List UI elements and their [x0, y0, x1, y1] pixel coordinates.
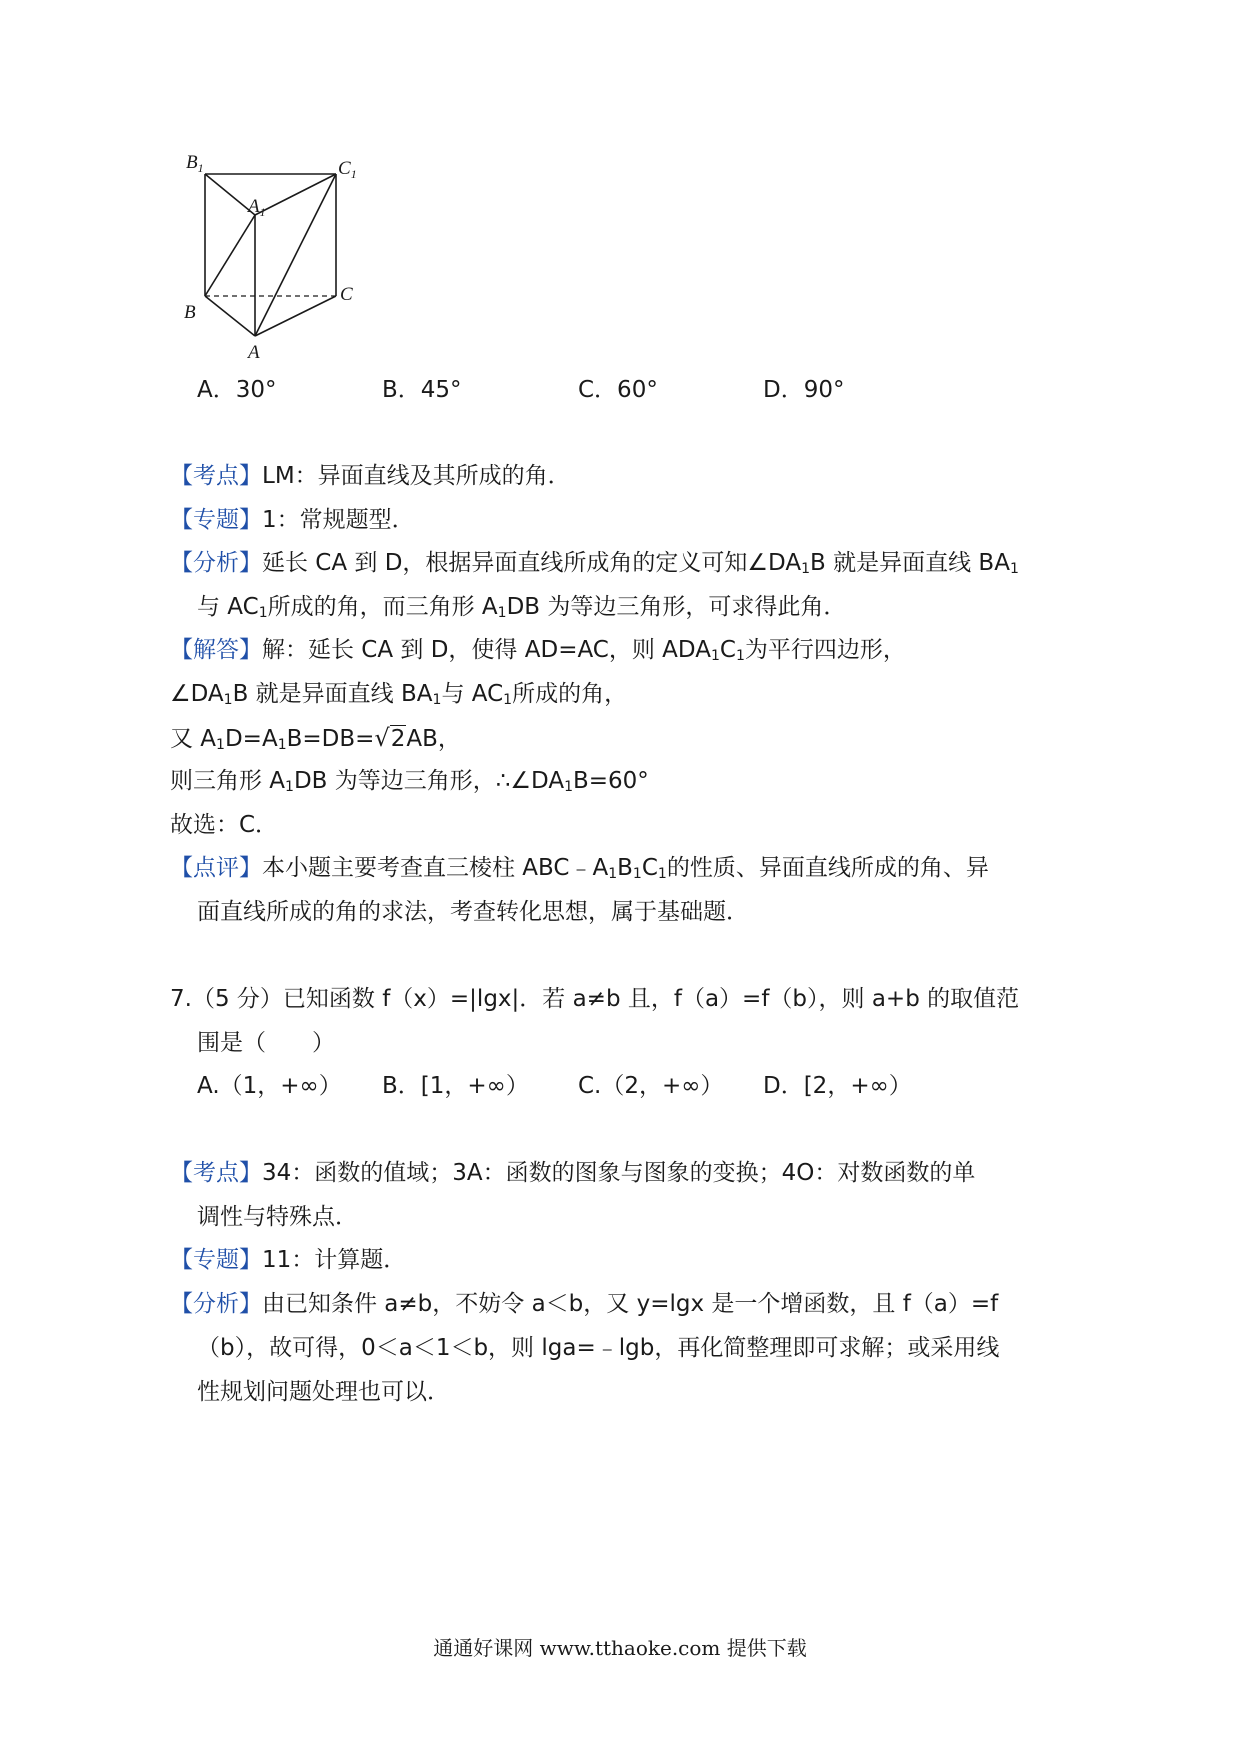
kaodian-tag: 【考点】 — [170, 463, 262, 489]
q7-option-c: C.（2，+∞） — [578, 1073, 724, 1099]
label-c1: $C_1$ — [338, 158, 357, 181]
label-b1: $B_1$ — [186, 152, 204, 175]
q7-zhuanti: 【专题】11：计算题． — [170, 1247, 407, 1273]
dianping-tag: 【点评】 — [170, 855, 262, 881]
q6-option-b: B．45° — [382, 377, 462, 403]
q7-fenxi-line3: 性规划问题处理也可以． — [197, 1379, 450, 1405]
q6-jieda-line2: $\angle DA_1B$ 就是异面直线 $BA_1$与 $AC_1$所成的角， — [170, 681, 628, 708]
q7-kaodian-line2: 调性与特殊点． — [197, 1204, 358, 1230]
label-c: C — [340, 284, 353, 305]
sqrt-symbol: √2 — [374, 724, 406, 752]
q6-jieda-line3: 又 $A_1D=A_1B=DB=√2AB$， — [170, 721, 461, 756]
edge-a1-c1 — [255, 174, 336, 215]
q6-fenxi-line2: 与 $AC_1$所成的角，而三角形 $A_1DB$ 为等边三角形，可求得此角． — [197, 594, 847, 621]
zhuanti-tag: 【专题】 — [170, 1247, 262, 1273]
label-b: B — [184, 302, 196, 323]
edge-a-c — [255, 296, 336, 336]
kaodian-tag: 【考点】 — [170, 1160, 262, 1186]
q7-option-b: B．[1，+∞） — [382, 1073, 529, 1099]
q6-dianping-line1: 【点评】本小题主要考查直三棱柱 $ABC﹣A_1B_1C_1$的性质、异面直线所成的角、异 — [170, 855, 989, 882]
fenxi-tag: 【分析】 — [170, 550, 262, 576]
edge-b-a1 — [205, 215, 255, 296]
q6-dianping-line2: 面直线所成的角的求法，考查转化思想，属于基础题． — [197, 899, 749, 925]
fenxi-tag: 【分析】 — [170, 1291, 262, 1317]
q6-jieda-line4: 则三角形 $A_1DB$ 为等边三角形，$\therefore\angle DA_1B=60^\circ$ — [170, 768, 649, 795]
q7-stem-line2: 围是（ ） — [197, 1030, 335, 1056]
prism-figure — [184, 152, 358, 363]
q6-option-c: C．60° — [578, 377, 658, 403]
q7-fenxi-line2: （b），故可得，0＜a＜1＜b，则 lga=﹣lgb，再化简整理即可求解；或采用线 — [197, 1335, 1000, 1361]
q6-jieda-line1: 【解答】解：延长 CA 到 D，使得 AD=AC，则 $ADA_1C_1$为平行四边形， — [170, 637, 906, 664]
q7-stem-line1: 7.（5 分）已知函数 f（x）=|lgx|．若 a≠b 且，f（a）=f（b），则 a+b 的取值范 — [170, 986, 1020, 1012]
edge-a-c1 — [255, 174, 336, 336]
q6-zhuanti: 【专题】1：常规题型． — [170, 507, 415, 533]
q7-option-d: D．[2，+∞） — [763, 1073, 912, 1099]
page-footer: 通通好课网 www.tthaoke.com 提供下载 — [433, 1636, 807, 1660]
q7-option-a: A.（1，+∞） — [197, 1073, 342, 1099]
q6-kaodian: 【考点】LM：异面直线及其所成的角． — [170, 463, 571, 489]
label-a: A — [248, 342, 260, 363]
q6-fenxi-line1: 【分析】延长 CA 到 D，根据异面直线所成角的定义可知$\angle DA_1B$ 就是异面直线 $BA_1$ — [170, 550, 1019, 577]
label-a1: $A_1$ — [248, 196, 266, 219]
jieda-tag: 【解答】 — [170, 637, 262, 663]
q6-option-a: A．30° — [197, 377, 277, 403]
edge-b-a — [205, 296, 255, 336]
zhuanti-tag: 【专题】 — [170, 507, 262, 533]
q7-kaodian-line1: 【考点】34：函数的值域；3A：函数的图象与图象的变换；4O：对数函数的单 — [170, 1160, 976, 1186]
q6-jieda-line5: 故选：C． — [170, 812, 279, 838]
q7-fenxi-line1: 【分析】由已知条件 a≠b，不妨令 a＜b，又 y=lgx 是一个增函数，且 f（a）=f — [170, 1291, 999, 1317]
q6-option-d: D．90° — [763, 377, 845, 403]
